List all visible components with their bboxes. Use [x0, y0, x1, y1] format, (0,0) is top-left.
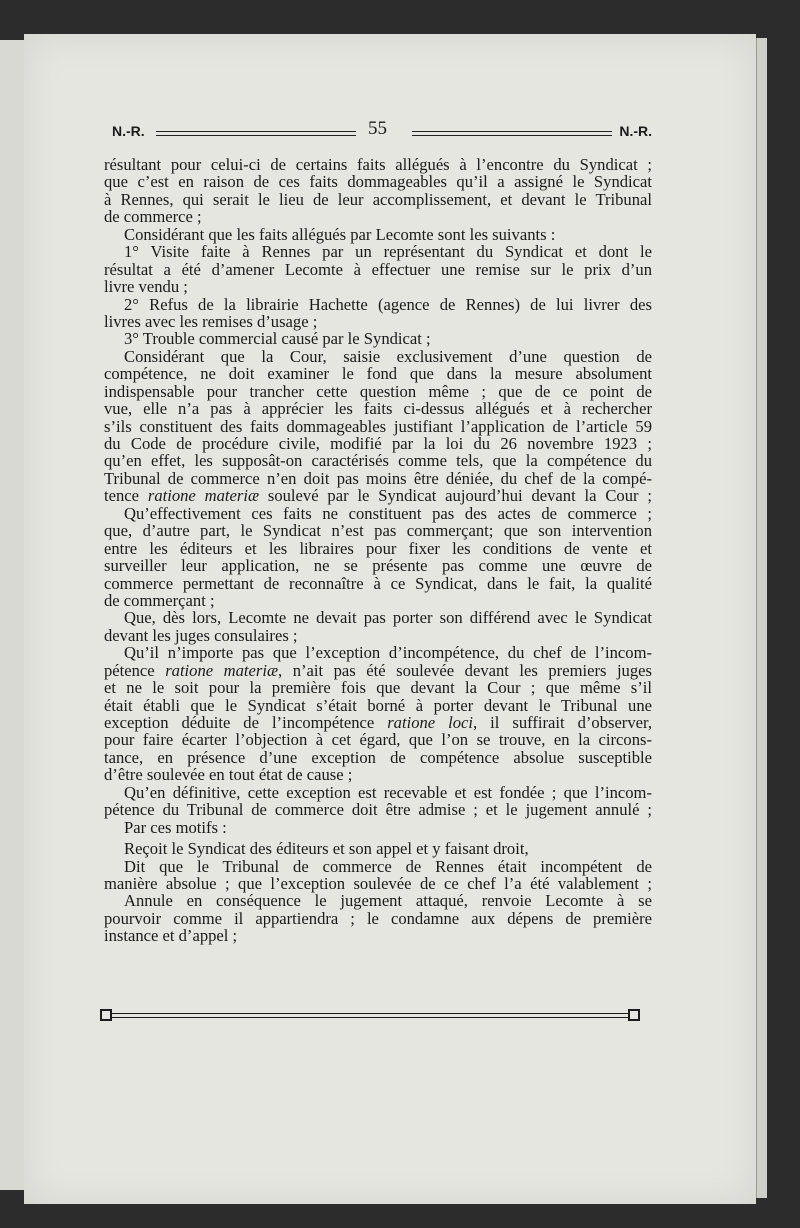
text-line: Dit que le Tribunal de commerce de Rennes était incompétent de: [124, 856, 652, 876]
text-line: du Code de procédure civile, modifié par la loi du 26 novembre 1923 ;: [104, 434, 652, 453]
ornament-double-line: [112, 1013, 628, 1018]
text-line: résultant pour celui-ci de certains faits allégués à l’encontre du Syndicat ;: [104, 155, 652, 174]
text-line: que, d’autre part, le Syndicat n’est pas commerçant; que son intervention: [104, 521, 652, 541]
header-rule-left: [156, 131, 356, 136]
text-line: exception déduite de l’incompétence ratione loci, il suffirait d’observer,: [104, 713, 653, 732]
italic-phrase: ratione materiæ: [147, 486, 260, 506]
text-line: instance et d’appel ;: [104, 926, 238, 946]
text-line: Considérant que la Cour, saisie exclusivement d’une question de: [124, 346, 652, 366]
text-line: manière absolue ; que l’exception soulevée de ce chef l’a été valablement ;: [104, 873, 652, 893]
text-line: Qu’il n’importe pas que l’exception d’incompétence, du chef de l’incom-: [124, 643, 652, 663]
text-line: livre vendu ;: [104, 277, 188, 297]
text-line: compétence, ne doit examiner le fond que dans la mesure absolument: [104, 364, 652, 384]
text-line: 2° Refus de la librairie Hachette (agence de Rennes) de lui livrer des: [124, 294, 652, 314]
text-line: indispensable pour trancher cette question même ; que de ce point de: [104, 381, 652, 401]
footer-ornament-rule: [100, 1009, 640, 1021]
italic-phrase: ratione loci: [387, 713, 474, 732]
body-text: [104, 156, 652, 945]
text-line: était établi que le Syndicat s’était borné à porter devant le Tribunal une: [104, 695, 652, 715]
text-line: s’ils constituent des faits dommageables justifiant l’application de l’article 59: [104, 416, 652, 436]
header-rule-right: [412, 131, 612, 136]
text-line: tance, en présence d’une exception de compétence absolue susceptible: [104, 747, 652, 767]
text-line: 3° Trouble commercial causé par le Syndicat ;: [124, 329, 431, 349]
text-line: pour faire écarter l’objection à cet égard, que l’on se trouve, en la circons-: [104, 730, 652, 750]
text-line: Que, dès lors, Lecomte ne devait pas porter son différend avec le Syndicat: [124, 608, 652, 628]
text-line: commerce permettant de reconnaître à ce Syndicat, dans le fait, la qualité: [104, 573, 652, 593]
text-line: que c’est en raison de ces faits dommageables qu’il a assigné le Syndicat: [104, 172, 652, 192]
text-line: pétence du Tribunal de commerce doit être admise ; et le jugement annulé ;: [104, 800, 652, 820]
text-line: surveiller leur application, ne se présente pas comme une œuvre de: [104, 556, 652, 576]
text-line: 1° Visite faite à Rennes par un représentant du Syndicat et dont le: [124, 242, 652, 262]
ornament-square-left: [100, 1009, 112, 1021]
previous-page-edge: [0, 40, 26, 1190]
text-line: résultat a été d’amener Lecomte à effectuer une remise sur le prix d’un: [104, 259, 652, 279]
text-line: entre les éditeurs et les libraires pour fixer les conditions de vente et: [104, 538, 652, 558]
italic-phrase: ratione materiæ: [165, 660, 279, 680]
text-line: et ne le soit pour la première fois que devant la Cour ; que même s’il: [104, 678, 652, 698]
text-line: Qu’effectivement ces faits ne constituent pas des actes de commerce ;: [124, 503, 652, 523]
text-line: à Rennes, qui serait le lieu de leur accomplissement, et devant le Tribunal: [104, 189, 652, 209]
text-line: livres avec les remises d’usage ;: [104, 311, 318, 331]
text-line: de commerce ;: [104, 207, 202, 227]
page-number: 55: [368, 118, 387, 139]
text-line: Reçoit le Syndicat des éditeurs et son appel et y faisant droit,: [124, 839, 529, 859]
text-line: Tribunal de commerce n’en doit pas moins être déniée, du chef de la compé-: [104, 468, 652, 488]
text-line: d’être soulevée en tout état de cause ;: [104, 765, 353, 785]
text-line: pourvoir comme il appartiendra ; le condamne aux dépens de première: [104, 908, 652, 928]
text-line: Considérant que les faits allégués par Lecomte sont les suivants :: [124, 224, 556, 244]
running-header: [112, 118, 652, 144]
text-line: Qu’en définitive, cette exception est recevable et est fondée ; que l’incom-: [124, 782, 652, 802]
page-right-edge: [756, 38, 767, 1198]
text-line: qu’en effet, les supposât-on caractérisés comme tels, que la compétence du: [104, 451, 652, 471]
text-line: Par ces motifs :: [124, 817, 227, 837]
text-line: de commerçant ;: [104, 590, 215, 610]
text-line: pétence ratione materiæ, n’ait pas été soulevée devant les premiers juges: [104, 660, 652, 680]
text-line: tence ratione materiæ soulevé par le Syndicat aujourd’hui devant la Cour ;: [104, 486, 652, 506]
text-line: Annule en conséquence le jugement attaqué, renvoie Lecomte à se: [124, 891, 652, 911]
header-left-initials: N.-R.: [112, 123, 145, 139]
header-right-initials: N.-R.: [619, 123, 652, 139]
text-line: vue, elle n’a pas à apprécier les faits ci-dessus allégués et à rechercher: [104, 399, 652, 419]
text-line: devant les juges consulaires ;: [104, 625, 298, 645]
ornament-square-right: [628, 1009, 640, 1021]
